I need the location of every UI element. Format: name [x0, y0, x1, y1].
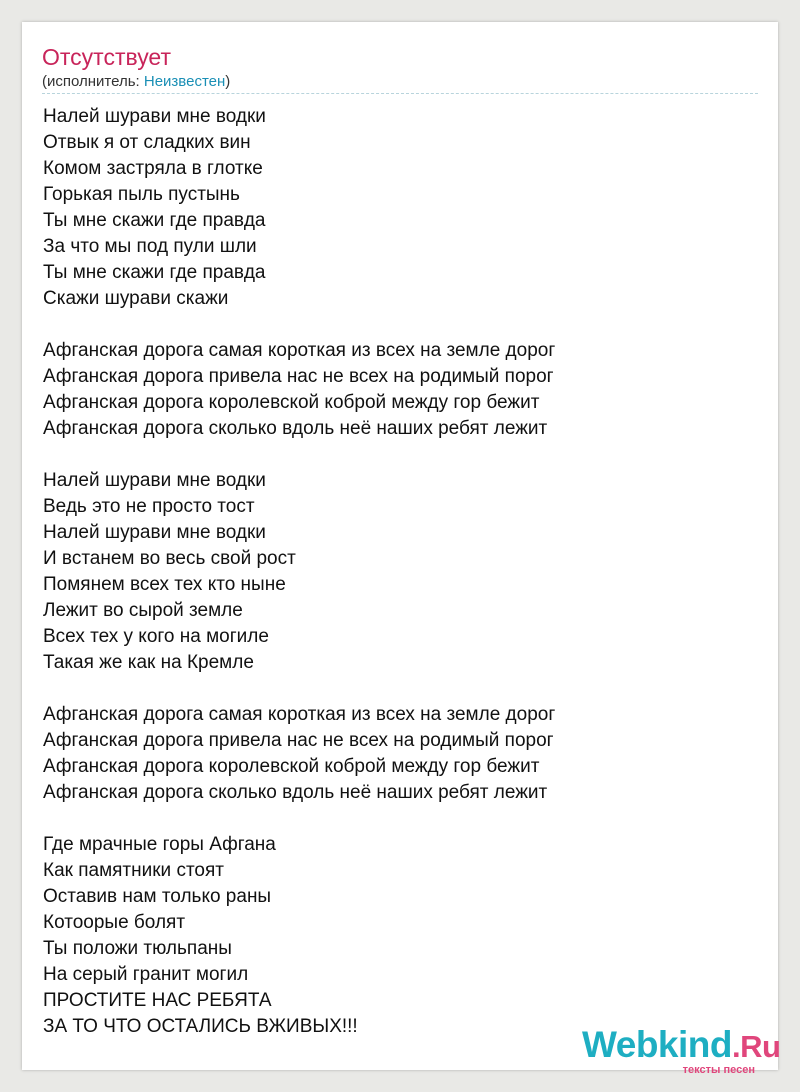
lyric-line: Налей шурави мне водки — [43, 106, 266, 127]
brand-tagline: тексты песен — [682, 1064, 755, 1076]
lyrics-text — [43, 104, 555, 1040]
lyric-line: Афганская дорога привела нас не всех на родимый порог — [43, 366, 554, 387]
lyric-line: Комом застряла в глотке — [43, 158, 263, 179]
song-title: Отсутствует — [42, 44, 171, 70]
lyric-line: Скажи шурави скажи — [43, 288, 229, 309]
stanza-gap — [43, 312, 555, 338]
lyric-line: Горькая пыль пустынь — [43, 184, 240, 205]
lyric-line: Как памятники стоят — [43, 860, 224, 881]
lyric-line: Ты мне скажи где правда — [43, 262, 266, 283]
artist-prefix: (исполнитель: — [42, 73, 144, 90]
lyric-line: Оставив нам только раны — [43, 886, 272, 907]
brand-wordmark — [582, 1025, 780, 1067]
brand-tld: .Ru — [732, 1029, 781, 1064]
divider — [42, 93, 758, 94]
site-logo[interactable] — [582, 1024, 781, 1076]
lyric-line: Афганская дорога королевской коброй между гор бежит — [43, 392, 540, 413]
lyric-line: И встанем во весь свой рост — [43, 548, 296, 569]
artist-link[interactable]: Неизвестен — [143, 73, 226, 90]
lyric-line: Такая же как на Кремле — [43, 652, 254, 673]
lyric-line: Лежит во сырой земле — [43, 600, 243, 621]
lyric-line: Налей шурави мне водки — [43, 522, 266, 543]
lyric-line: Ты положи тюльпаны — [43, 938, 232, 959]
lyric-line: Афганская дорога сколько вдоль неё наших ребят лежит — [43, 418, 548, 439]
artist-suffix: ) — [225, 73, 231, 90]
lyric-line: Где мрачные горы Афгана — [43, 834, 276, 855]
artist-line — [42, 73, 230, 91]
lyric-line: Афганская дорога самая короткая из всех на земле дорог — [43, 704, 556, 725]
lyric-line: Афганская дорога сколько вдоль неё наших ребят лежит — [43, 782, 548, 803]
lyric-line: Афганская дорога королевской коброй между гор бежит — [43, 756, 540, 777]
lyrics-page — [22, 22, 781, 1076]
lyric-line: Афганская дорога самая короткая из всех на земле дорог — [43, 340, 556, 361]
stanza-gap — [43, 442, 555, 468]
lyric-line: ЗА ТО ЧТО ОСТАЛИСЬ ВЖИВЫХ!!! — [43, 1016, 358, 1037]
stanza-gap — [43, 806, 555, 832]
brand-name: Webkind — [582, 1024, 732, 1065]
lyric-line: Всех тех у кого на могиле — [43, 626, 269, 647]
lyric-line: Афганская дорога привела нас не всех на родимый порог — [43, 730, 554, 751]
lyric-line: На серый гранит могил — [43, 964, 249, 985]
lyric-line: ПРОСТИТЕ НАС РЕБЯТА — [43, 990, 272, 1011]
stanza-gap — [43, 676, 555, 702]
lyric-line: Ведь это не просто тост — [43, 496, 255, 517]
lyric-line: Котоорые болят — [43, 912, 186, 933]
lyric-line: Помянем всех тех кто ныне — [43, 574, 286, 595]
lyric-line: Налей шурави мне водки — [43, 470, 266, 491]
lyric-line: За что мы под пули шли — [43, 236, 257, 257]
lyric-line: Отвык я от сладких вин — [43, 132, 251, 153]
lyric-line: Ты мне скажи где правда — [43, 210, 266, 231]
